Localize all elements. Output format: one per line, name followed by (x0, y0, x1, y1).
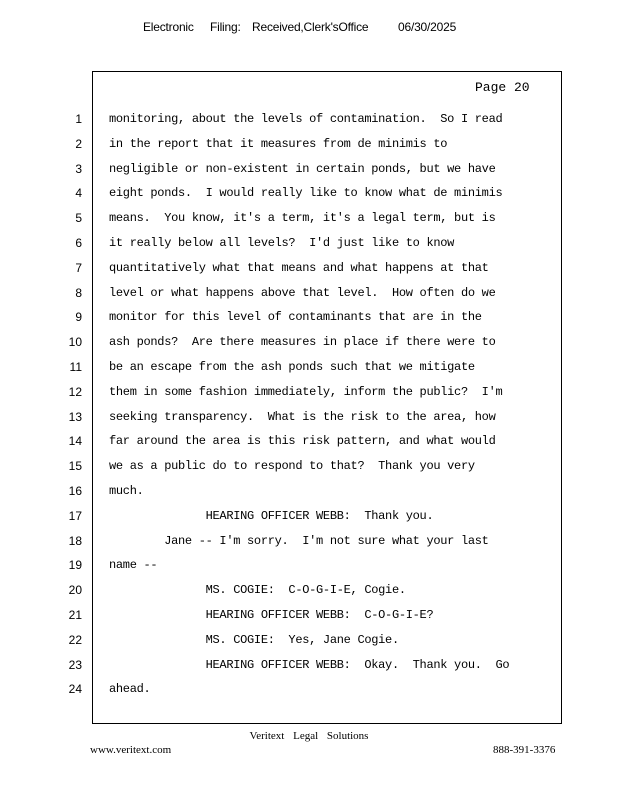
transcript-line: monitoring, about the levels of contamination. So I read (109, 112, 503, 126)
filing-date: 06/30/2025 (398, 20, 457, 34)
line-number: 4 (75, 186, 82, 201)
transcript-line: Jane -- I'm sorry. I'm not sure what your last (109, 533, 489, 548)
line-number: 22 (68, 632, 82, 647)
transcript-line: monitor for this level of contaminants that are in the (109, 310, 482, 325)
transcript-line: ash ponds? Are there measures in place if there were to (109, 335, 496, 350)
line-number: 6 (75, 235, 82, 250)
transcript-text (109, 110, 549, 705)
transcript-line: be an escape from the ash ponds such that we mitigate (109, 359, 475, 374)
filing-received: Received,Clerk'sOffice (252, 20, 369, 34)
line-number: 3 (75, 161, 82, 176)
line-number: 18 (68, 533, 82, 548)
line-number: 10 (68, 335, 82, 350)
filing-label: Filing: (210, 20, 241, 34)
transcript-line: far around the area is this risk pattern, and what would (109, 434, 496, 449)
footer-phone: 888-391-3376 (493, 744, 556, 756)
line-number: 17 (68, 508, 82, 523)
transcript-line: seeking transparency. What is the risk to the area, how (109, 409, 496, 424)
footer-company: Veritext Legal Solutions (249, 730, 369, 742)
line-number: 13 (68, 409, 82, 424)
line-number: 24 (68, 682, 82, 697)
line-number: 14 (68, 434, 82, 449)
line-number: 2 (75, 136, 82, 151)
page-number: Page 20 (475, 80, 530, 95)
line-number: 19 (68, 558, 82, 573)
transcript-line: HEARING OFFICER WEBB: C-O-G-I-E? (109, 607, 434, 622)
transcript-line: it really below all levels? I'd just like to know (109, 235, 455, 250)
transcript-line: MS. COGIE: C-O-G-I-E, Cogie. (109, 583, 406, 598)
line-number: 7 (75, 260, 82, 275)
line-number: 8 (75, 285, 82, 300)
line-number: 12 (68, 384, 82, 399)
line-number-column (58, 110, 82, 705)
transcript-line: quantitatively what that means and what happens at that (109, 260, 489, 275)
transcript-line: MS. COGIE: Yes, Jane Cogie. (109, 632, 399, 647)
line-number: 5 (75, 211, 82, 226)
transcript-line: we as a public do to respond to that? Thank you very (109, 459, 475, 474)
transcript-line: name -- (109, 558, 158, 573)
line-number: 23 (68, 657, 82, 672)
transcript-line: HEARING OFFICER WEBB: Okay. Thank you. Go (109, 657, 510, 672)
line-number: 21 (68, 607, 82, 622)
transcript-line: HEARING OFFICER WEBB: Thank you. (109, 508, 434, 523)
transcript-line: much. (109, 483, 144, 498)
line-number: 1 (75, 112, 82, 126)
transcript-line: means. You know, it's a term, it's a legal term, but is (109, 211, 496, 226)
line-number: 11 (69, 359, 82, 374)
transcript-line: level or what happens above that level. How often do we (109, 285, 496, 300)
transcript-line: negligible or non-existent in certain ponds, but we have (109, 161, 496, 176)
line-number: 20 (68, 583, 82, 598)
line-number: 9 (75, 310, 82, 325)
line-number: 16 (68, 483, 82, 498)
transcript-line: them in some fashion immediately, inform the public? I'm (109, 384, 503, 399)
transcript-line: ahead. (109, 682, 151, 697)
transcript-line: eight ponds. I would really like to know what de minimis (109, 186, 503, 201)
filing-electronic: Electronic (143, 20, 194, 34)
transcript-line: in the report that it measures from de minimis to (109, 136, 448, 151)
line-number: 15 (68, 459, 82, 474)
footer-website: www.veritext.com (90, 744, 172, 756)
